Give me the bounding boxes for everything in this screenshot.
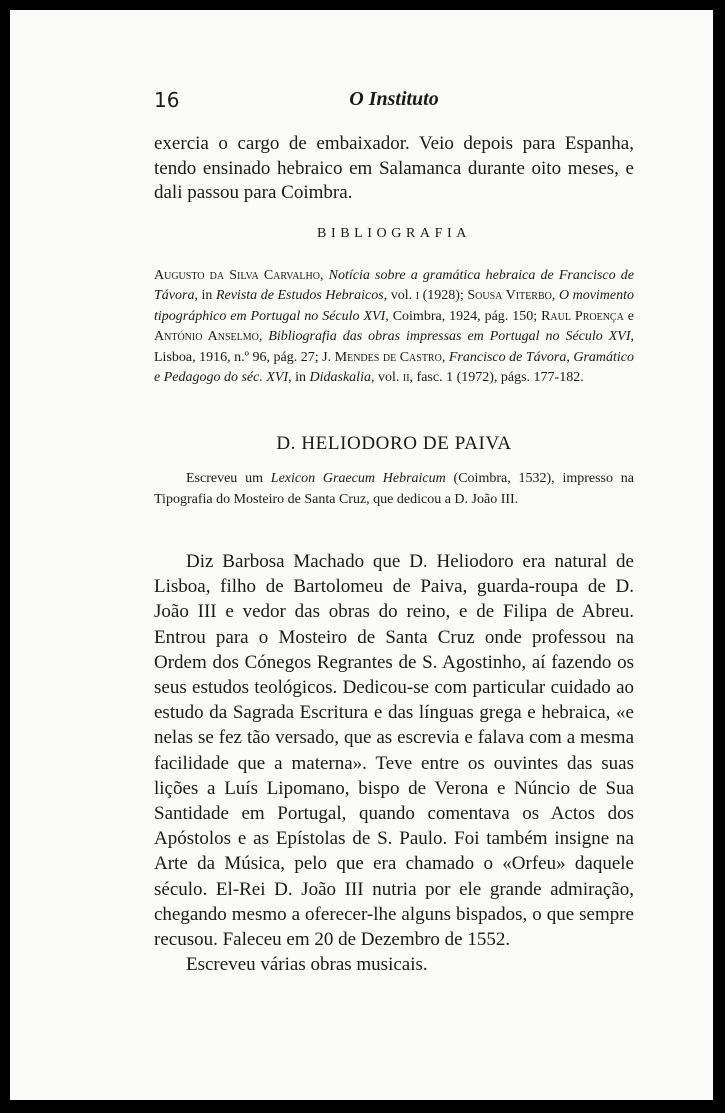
bibliography-segment: , (441, 349, 449, 365)
page-header (154, 88, 634, 118)
bibliography-segment: Notícia sobre a gramática hebraica de Francisco de Távora (154, 268, 635, 304)
book-page (10, 10, 713, 1100)
bibliography-segment: ii (402, 370, 410, 386)
bibliography-segment: , fasc. 1 (1972), págs. 177-182. (409, 370, 584, 386)
body-paragraph: Diz Barbosa Machado que D. Heliodoro era natural de Lisboa, filho de Bartolomeu de Paiva, guarda-roupa de D. João III e vedor das obras do reino, e de Filipa de Abreu. Entrou para o Mosteiro de Santa Cruz onde professou na Ordem dos Cónegos Regrantes de S. Agostinho, aí fazendo os seus estudos teológicos. Dedicou-se com particular cuidado ao estudo da Sagrada Escritura e das línguas grega e hebraica, «e nelas se fez tão versado, que as escrevia e falava com a mesma facilidade que a materna». Teve entre os ouvintes das suas lições a Luís Lipomano, bispo de Verona e Núncio de Sua Santidade em Portugal, quando comentava os Actos dos Apóstolos e as Epístolas de S. Paulo. Foi também insigne na Arte da Música, pelo que era chamado o «Orfeu» daquele século. El-Rei D. João III nutria por ele grande admiração, chegando mesmo a oferecer-lhe alguns bispados, o que sempre recusou. Faleceu em 20 de Dezembro de 1552. (154, 551, 634, 951)
summary-segment: Lexicon Graecum Hebraicum (270, 471, 446, 486)
bibliography-segment: Revista de Estudos Hebraicos (215, 288, 384, 304)
bibliography-segment: e (623, 308, 634, 324)
bibliography-segment: O movimento tipográphico em Portugal no Século XVI (154, 288, 635, 324)
bibliography-segment: , Lisboa, 1916, n.º 96, pág. 27; J. (154, 329, 635, 365)
bibliography-segment: , (258, 329, 269, 345)
intro-paragraph (154, 132, 634, 206)
running-title: O Instituto (349, 88, 439, 110)
section-title: D. HELIODORO DE PAIVA (276, 433, 512, 454)
summary-segment: (Coimbra, 1532), impresso na Tipografia do Mosteiro de Santa Cruz, que dedicou a D. João III. (154, 471, 634, 507)
bibliography-segment: , vol. (383, 288, 416, 304)
bibliography-segment: Francisco de Távora, Gramático e Pedagogo do séc. XVI (154, 349, 635, 386)
summary-segment: Escreveu um (186, 471, 271, 486)
bibliography-segment: , in (288, 370, 310, 386)
bibliography-segment: Raul Proença (541, 308, 624, 324)
bibliography-segment: , Coimbra, 1924, pág. 150; (385, 308, 542, 324)
bibliography-segment: , vol. (370, 370, 403, 386)
bibliography-segment: (1928); (419, 288, 468, 304)
section-summary (154, 468, 634, 510)
bibliography-segment: Augusto da Silva Carvalho (154, 268, 320, 283)
bibliography-segment: Bibliografia das obras impressas em Portugal no Século XVI (268, 329, 631, 345)
bibliography-segment: i (415, 288, 420, 304)
bibliography-segment: Mendes de Castro (334, 349, 442, 365)
bibliography-segment: Didaskalia (309, 370, 371, 386)
bibliography-segment: António Anselmo (154, 329, 259, 345)
bibliography-text (154, 266, 634, 388)
bibliography-segment: , in (194, 288, 216, 304)
bibliography-segment: , (319, 268, 329, 283)
intro-text: exercia o cargo de embaixador. Veio depois para Espanha, tendo ensinado hebraico em Salamanca durante oito meses, e dali passou para Coimbra. (154, 133, 634, 203)
body-paragraph: Escreveu várias obras musicais. (186, 954, 428, 976)
bibliography-segment: , (551, 288, 559, 304)
bibliography-segment: Sousa Viterbo (467, 288, 552, 304)
bibliography-title: BIBLIOGRAFIA (317, 226, 471, 241)
section-body (154, 549, 634, 977)
page-number: 16 (154, 88, 180, 112)
